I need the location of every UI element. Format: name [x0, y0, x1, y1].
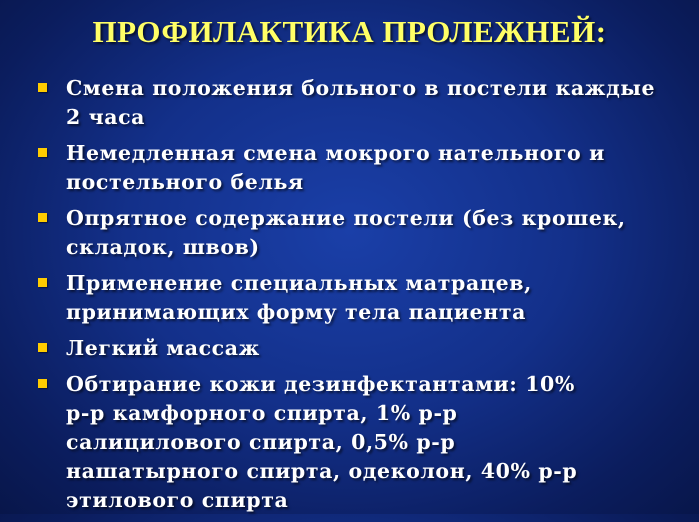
- slide-title: ПРОФИЛАКТИКА ПРОЛЕЖНЕЙ:: [92, 14, 607, 49]
- square-bullet-icon: [38, 213, 47, 222]
- list-item-text: Обтирание кожи дезинфектантами: 10% р-р камфорного спирта, 1% р-р салицилового спирта, 0,5% р-р нашатырного спирта, одеколон, 40% р-р этилового спирта: [66, 372, 578, 512]
- list-item: [38, 269, 566, 327]
- list-item: [38, 74, 666, 132]
- list-item-text: Немедленная смена мокрого нательного и постельного белья: [66, 141, 605, 194]
- square-bullet-icon: [38, 379, 47, 388]
- list-item-text: Применение специальных матрацев, принимающих форму тела пациента: [66, 271, 532, 324]
- list-item: [38, 334, 626, 363]
- list-item-text: Опрятное содержание постели (без крошек, складок, швов): [66, 206, 626, 259]
- square-bullet-icon: [38, 83, 47, 92]
- square-bullet-icon: [38, 278, 47, 287]
- list-item: [38, 204, 626, 262]
- bullet-list: [38, 74, 678, 522]
- square-bullet-icon: [38, 148, 47, 157]
- list-item: [38, 139, 606, 197]
- list-item: [38, 370, 596, 515]
- list-item-text: Легкий массаж: [66, 336, 260, 360]
- square-bullet-icon: [38, 343, 47, 352]
- list-item-text: Смена положения больного в постели каждые 2 часа: [66, 76, 656, 129]
